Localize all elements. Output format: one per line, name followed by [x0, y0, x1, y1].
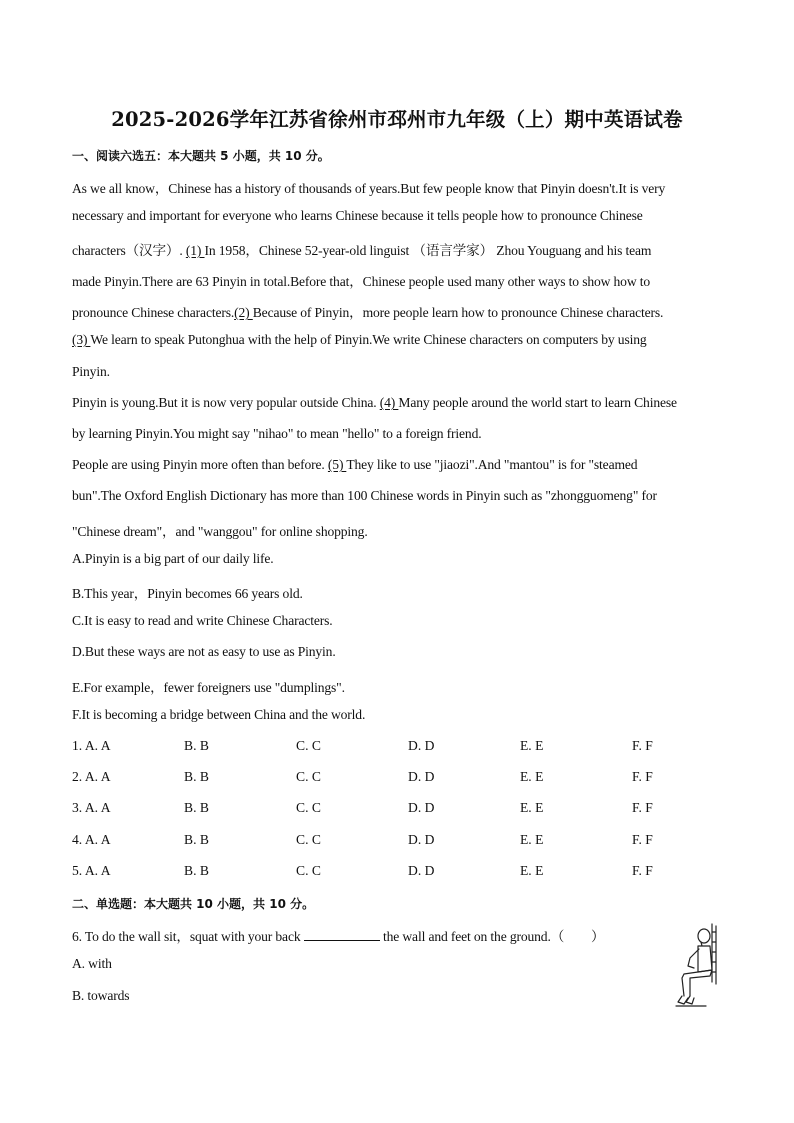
option-b: B.This year，Pinyin becomes 66 years old.	[72, 586, 303, 601]
question-choice[interactable]: C. C	[296, 800, 321, 815]
passage-text: by learning Pinyin.You might say "nihao" to mean "hello" to a foreign friend.	[72, 426, 482, 441]
section1-heading: 一、阅读六选五：本大题共 5 小题，共 10 分。	[72, 149, 330, 163]
passage-text: We learn to speak Putonghua with the help of Pinyin.We write Chinese characters on computers by using	[90, 332, 647, 347]
question-choice[interactable]: E. E	[520, 863, 544, 878]
question-choice[interactable]: B. B	[184, 738, 209, 753]
passage-line	[72, 488, 657, 504]
passage-text: Pinyin is young.But it is now very popular outside China.	[72, 395, 380, 410]
question-choice[interactable]	[72, 800, 111, 816]
passage-line	[72, 364, 110, 380]
question-5	[72, 863, 692, 881]
question-choice[interactable]	[72, 832, 111, 848]
question-choice[interactable]: F. F	[632, 863, 653, 878]
q6-option-b[interactable]: B. towards	[72, 988, 130, 1003]
question-choice[interactable]: D. D	[408, 832, 435, 847]
option-e: E.For example，fewer foreigners use "dumplings".	[72, 680, 345, 695]
question-choice[interactable]: F. F	[632, 800, 653, 815]
choice-label: A. A	[84, 800, 111, 815]
passage-text: made Pinyin.There are 63 Pinyin in total.Before that，Chinese people used many other ways to show how to	[72, 274, 651, 289]
question-number: 4.	[72, 832, 83, 847]
question-2	[72, 769, 692, 787]
wall-sit-illustration	[668, 922, 724, 1020]
passage-line	[72, 301, 663, 321]
question-choice[interactable]: D. D	[408, 738, 435, 753]
option-a: A.Pinyin is a big part of our daily life.	[72, 551, 274, 566]
question-choice[interactable]	[72, 769, 111, 785]
option-f: F.It is becoming a bridge between China and the world.	[72, 707, 366, 722]
blank-5[interactable]: (5)	[327, 457, 347, 472]
choice-label: A. A	[84, 863, 111, 878]
passage-line	[72, 270, 650, 290]
passage-text: necessary and important for everyone who learns Chinese because it tells people how to pronounce Chinese	[72, 208, 643, 223]
passage-line	[72, 520, 368, 540]
passage-text: characters（汉字）.	[72, 243, 186, 258]
question-4	[72, 832, 692, 850]
question-choice[interactable]: C. C	[296, 832, 321, 847]
passage-text: bun".The Oxford English Dictionary has more than 100 Chinese words in Pinyin such as "zhongguomeng" for	[72, 488, 657, 503]
question-3	[72, 800, 692, 818]
passage-text: People are using Pinyin more often than before.	[72, 457, 328, 472]
passage-line	[72, 426, 481, 442]
question-choice[interactable]: B. B	[184, 863, 209, 878]
blank-2[interactable]: (2)	[234, 305, 253, 320]
question-6-text: 6. To do the wall sit，squat with your back	[72, 929, 304, 944]
passage-line	[72, 177, 665, 197]
passage-line	[72, 208, 643, 224]
choice-label: A. A	[84, 738, 111, 753]
question-number: 2.	[72, 769, 83, 784]
question-choice[interactable]: F. F	[632, 832, 653, 847]
passage-text: Because of Pinyin，more people learn how to pronounce Chinese characters.	[252, 305, 664, 320]
question-choice[interactable]: D. D	[408, 769, 435, 784]
passage-line	[72, 457, 637, 473]
question-choice[interactable]: D. D	[408, 863, 435, 878]
passage-text: They like to use "jiaozi".And "mantou" is for "steamed	[346, 457, 638, 472]
question-choice[interactable]: D. D	[408, 800, 435, 815]
answer-blank[interactable]	[304, 929, 380, 941]
question-choice[interactable]: E. E	[520, 769, 544, 784]
q6-option-a[interactable]: A. with	[72, 956, 112, 971]
option-d: D.But these ways are not as easy to use as Pinyin.	[72, 644, 336, 659]
question-number: 1.	[72, 738, 83, 753]
passage-line	[72, 395, 677, 411]
question-6	[72, 925, 604, 945]
question-1	[72, 738, 692, 756]
passage-text: As we all know，Chinese has a history of thousands of years.But few people know that Pinyin doesn't.It is very	[72, 181, 666, 196]
question-6-text: the wall and feet on the ground.（ ）	[379, 929, 605, 944]
question-choice[interactable]: C. C	[296, 769, 321, 784]
passage-text: Pinyin.	[72, 364, 110, 379]
question-choice[interactable]: C. C	[296, 863, 321, 878]
question-choice[interactable]: F. F	[632, 769, 653, 784]
blank-3[interactable]: (3)	[72, 332, 91, 347]
question-number: 3.	[72, 800, 83, 815]
passage-text: In 1958，Chinese 52-year-old linguist （语言学家） Zhou Youguang and his team	[204, 243, 652, 258]
passage-text: pronounce Chinese characters.	[72, 305, 235, 320]
option-c: C.It is easy to read and write Chinese Characters.	[72, 613, 333, 628]
question-number: 5.	[72, 863, 83, 878]
choice-label: A. A	[84, 832, 111, 847]
question-choice[interactable]: F. F	[632, 738, 653, 753]
question-choice[interactable]: B. B	[184, 769, 209, 784]
passage-text: Many people around the world start to learn Chinese	[398, 395, 677, 410]
question-choice[interactable]: B. B	[184, 832, 209, 847]
question-choice[interactable]: E. E	[520, 800, 544, 815]
question-choice[interactable]: E. E	[520, 738, 544, 753]
passage-text: "Chinese dream"，and "wanggou" for online shopping.	[72, 524, 368, 539]
choice-label: A. A	[84, 769, 111, 784]
exam-title: 2025-2026学年江苏省徐州市邳州市九年级（上）期中英语试卷	[111, 108, 683, 131]
blank-4[interactable]: (4)	[379, 395, 399, 410]
passage-line	[72, 332, 647, 348]
question-choice[interactable]	[72, 738, 111, 754]
blank-1[interactable]: (1)	[185, 243, 205, 258]
question-choice[interactable]: B. B	[184, 800, 209, 815]
question-choice[interactable]: C. C	[296, 738, 321, 753]
section2-heading: 二、单选题：本大题共 10 小题，共 10 分。	[72, 897, 315, 911]
question-choice[interactable]: E. E	[520, 832, 544, 847]
question-choice[interactable]	[72, 863, 111, 879]
passage-line	[72, 239, 651, 259]
